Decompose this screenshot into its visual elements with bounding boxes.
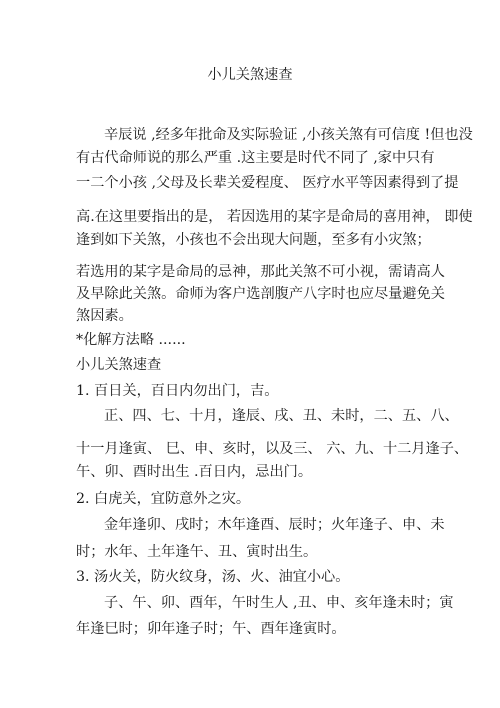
item-detail-line: 金年逢卯、戌时；木年逢酉、辰时；火年逢子、申、未 [104,517,445,533]
paragraph-line: 及早除此关煞。命师为客户选剖腹产八字时也应尽量避免关 [76,286,445,302]
paragraph-line: 高.在这里要指出的是， 若因选用的某字是命局的喜用神， 即使 [76,209,473,225]
item-detail-line: 年逢巳时；卯年逢子时；午、酉年逢寅时。 [76,621,346,637]
item-heading: 1. 百日关，百日内勿出门，吉。 [76,383,279,399]
item-detail-line: 时；水年、土年逢午、丑、寅时出生。 [76,544,318,560]
section-heading: 小儿关煞速查 [76,357,162,373]
item-detail-line: 午、卯、酉时出生 .百日内，忌出门。 [76,464,313,480]
page-title: 小儿关煞速查 [207,67,293,83]
item-heading: 2. 白虎关，宜防意外之灾。 [76,491,251,507]
paragraph-line: 一二个小孩 ,父母及长辈关爱程度、 医疗水平等因素得到了提 [76,175,459,191]
item-detail-line: 十一月逢寅、 巳、申、亥时，以及三、 六、九、十二月逢子、 [76,441,469,457]
paragraph-line: 辛辰说 ,经多年批命及实际验证 ,小孩关煞有可信度 !但也没 [104,127,473,143]
item-heading: 3. 汤火关，防火纹身，汤、火、油宜小心。 [76,569,350,585]
item-detail-line: 正、四、七、十月，逢辰、戌、丑、未时，二、五、八、 [104,408,459,424]
paragraph-line: 逢到如下关煞，小孩也不会出现大问题，至多有小灾煞； [76,232,431,248]
paragraph-line: 煞因素。 [76,308,133,324]
paragraph-line: 有古代命师说的那么严重 .这主要是时代不同了 ,家中只有 [76,150,435,166]
paragraph-line: 若选用的某字是命局的忌神，那此关煞不可小视，需请高人 [76,264,445,280]
item-detail-line: 子、午、卯、酉年，午时生人 ,丑、申、亥年逢未时；寅 [104,595,454,611]
note-line: *化解方法略 ...... [76,332,186,348]
